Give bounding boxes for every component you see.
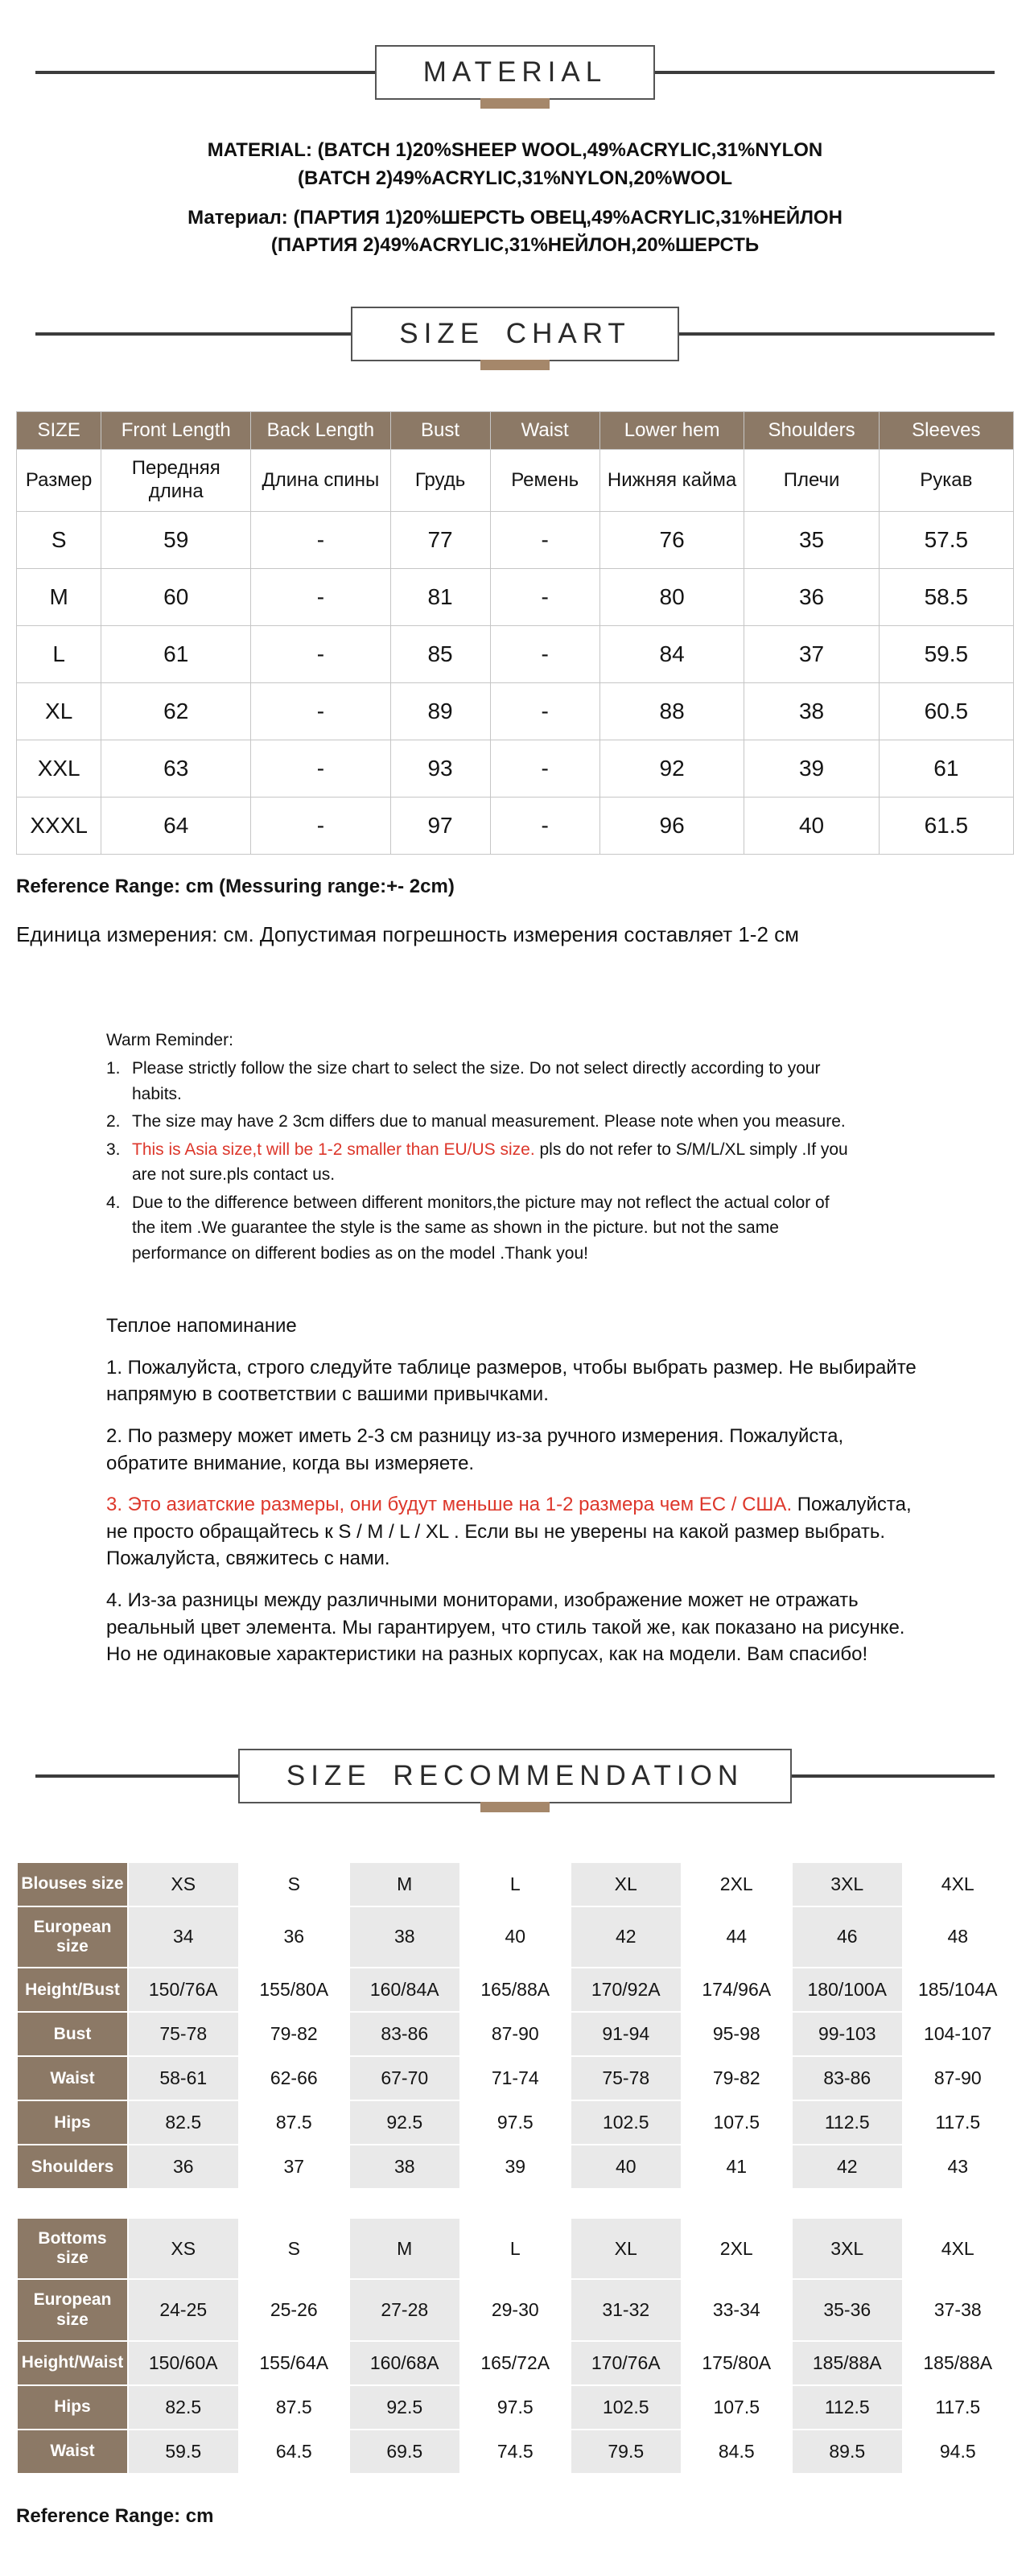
recommendation-title-text: SIZE RECOMMENDATION [286, 1759, 744, 1791]
size-chart-col-header: Back Length [251, 412, 390, 450]
size-chart-col-header-ru: Плечи [744, 450, 879, 512]
size-chart-header-row [17, 412, 1014, 450]
recommendation-row-header: Bottoms size [17, 2218, 128, 2279]
recommendation-cell: 64.5 [239, 2430, 350, 2474]
reminder-ru-normal-text: 1. Пожалуйста, строго следуйте таблице размеров, чтобы выбрать размер. Не выбирайте напрямую в соответствии с вашими привычками. [106, 1356, 917, 1406]
recommendation-row [17, 1862, 1013, 1906]
recommendation-row-header: Waist [17, 2430, 128, 2474]
recommendation-cell: 4XL [903, 2218, 1014, 2279]
size-chart-value-cell: 37 [744, 625, 879, 682]
recommendation-cell: 117.5 [903, 2100, 1014, 2145]
reminder-ru-normal-text: 4. Из-за разницы между различными мониторами, изображение может не отражать реальный цвет элемента. Мы гарантируем, что стиль такой же, как показано на рисунке. Но не одинаковые характеристики на разных корпусах, как на модели. Вам спасибо! [106, 1589, 905, 1666]
size-chart-header-row-ru [17, 450, 1014, 512]
recommendation-cell: 79-82 [239, 2012, 350, 2056]
reminder-item-number: 4. [106, 1193, 121, 1212]
reminder-item-normal-text: The size may have 2 3cm differs due to manual measurement. Please note when you measure. [132, 1112, 846, 1131]
size-chart-col-header: Shoulders [744, 412, 879, 450]
recommendation-cell: 43 [903, 2145, 1014, 2189]
recommendation-cell: 35-36 [792, 2279, 903, 2340]
reminder-item-text [132, 1056, 855, 1107]
recommendation-cell: 46 [792, 1906, 903, 1968]
recommendation-cell: 87.5 [239, 2385, 350, 2430]
reminder-item-text [132, 1190, 855, 1267]
size-chart-value-cell: 62 [101, 682, 251, 740]
recommendation-cell: 150/76A [128, 1968, 239, 2012]
size-chart-value-cell: 40 [744, 797, 879, 854]
size-chart-size-cell: L [17, 625, 101, 682]
size-chart-size-cell: XXXL [17, 797, 101, 854]
size-chart-value-cell: 61.5 [879, 797, 1013, 854]
size-chart-col-header-ru: Передняя длина [101, 450, 251, 512]
recommendation-cell: 165/72A [460, 2341, 571, 2385]
size-chart-section-title [35, 307, 995, 361]
recommendation-row [17, 2218, 1013, 2279]
reminder-item-normal-text: Please strictly follow the size chart to select the size. Do not select directly according to your habits. [132, 1059, 821, 1103]
recommendation-cell: 39 [460, 2145, 571, 2189]
recommendation-cell: XS [128, 2218, 239, 2279]
recommendation-cell: 175/80A [682, 2341, 793, 2385]
recommendation-cell: 89.5 [792, 2430, 903, 2474]
size-chart-value-cell: 77 [390, 511, 490, 568]
recommendation-section-title [35, 1749, 995, 1803]
size-chart-size-cell: S [17, 511, 101, 568]
recommendation-cell: 37-38 [903, 2279, 1014, 2340]
recommendation-title-box [238, 1749, 792, 1803]
recommendation-cell: 82.5 [128, 2100, 239, 2145]
recommendation-cell: 29-30 [460, 2279, 571, 2340]
recommendation-cell: M [349, 2218, 460, 2279]
size-chart-col-header-ru: Нижняя кайма [599, 450, 744, 512]
size-chart-value-cell: 81 [390, 568, 490, 625]
size-chart-value-cell: - [251, 625, 390, 682]
size-chart-value-cell: - [490, 625, 599, 682]
recommendation-row [17, 1968, 1013, 2012]
recommendation-row [17, 2279, 1013, 2340]
recommendation-cell: 82.5 [128, 2385, 239, 2430]
size-chart-value-cell: 35 [744, 511, 879, 568]
recommendation-row [17, 2012, 1013, 2056]
reminder-item-normal-text: Due to the difference between different monitors,the picture may not reflect the actual color of the item .We guarantee the style is the same as shown in the picture. but not the same performance on different bodies as on the model .Thank you! [132, 1193, 830, 1263]
recommendation-cell: 3XL [792, 1862, 903, 1906]
recommendation-cell: 2XL [682, 1862, 793, 1906]
recommendation-cell: 185/104A [903, 1968, 1014, 2012]
reminder-item [106, 1109, 855, 1135]
size-chart-col-header: Bust [390, 412, 490, 450]
recommendation-cell: 83-86 [349, 2012, 460, 2056]
recommendation-row-header: European size [17, 1906, 128, 1968]
recommendation-row-header: Height/Waist [17, 2341, 128, 2385]
size-chart-value-cell: 59.5 [879, 625, 1013, 682]
recommendation-row [17, 2056, 1013, 2100]
title-rule-right [792, 1774, 995, 1778]
recommendation-cell: 150/60A [128, 2341, 239, 2385]
recommendation-cell: 38 [349, 2145, 460, 2189]
size-chart-row [17, 797, 1014, 854]
size-chart-value-cell: - [490, 797, 599, 854]
reminder-item [106, 1190, 855, 1267]
recommendation-cell: 112.5 [792, 2385, 903, 2430]
recommendation-cell: 79.5 [571, 2430, 682, 2474]
size-chart-row [17, 682, 1014, 740]
recommendation-cell: XL [571, 2218, 682, 2279]
size-chart-value-cell: 39 [744, 740, 879, 797]
size-chart-size-cell: XXL [17, 740, 101, 797]
material-title-box [375, 45, 655, 100]
size-chart-value-cell: 84 [599, 625, 744, 682]
recommendation-cell: 42 [792, 2145, 903, 2189]
size-chart-col-header-ru: Рукав [879, 450, 1013, 512]
recommendation-cell: 102.5 [571, 2385, 682, 2430]
size-chart-value-cell: - [251, 682, 390, 740]
title-rule-right [655, 71, 995, 74]
recommendation-cell: XS [128, 1862, 239, 1906]
warm-reminder-en [106, 1028, 855, 1267]
size-chart-row [17, 740, 1014, 797]
material-line-en-1: MATERIAL: (BATCH 1)20%SHEEP WOOL,49%ACRYLIC,31%NYLON [207, 139, 823, 161]
size-chart-value-cell: 38 [744, 682, 879, 740]
size-chart-col-header-ru: Грудь [390, 450, 490, 512]
recommendation-table-blouses-body [17, 1862, 1013, 2189]
size-chart-reference-ru: Единица измерения: см. Допустимая погрешность измерения составляет 1-2 см [16, 921, 800, 946]
recommendation-cell: 170/76A [571, 2341, 682, 2385]
size-chart-col-header-ru: Размер [17, 450, 101, 512]
reminder-ru-item [106, 1491, 927, 1572]
material-composition [0, 137, 1030, 260]
recommendation-cell: 40 [571, 2145, 682, 2189]
recommendation-row [17, 2145, 1013, 2189]
recommendation-cell: 155/80A [239, 1968, 350, 2012]
size-chart-row [17, 625, 1014, 682]
recommendation-cell: 48 [903, 1906, 1014, 1968]
recommendation-cell: 24-25 [128, 2279, 239, 2340]
recommendation-row-header: European size [17, 2279, 128, 2340]
size-chart-value-cell: - [251, 797, 390, 854]
size-chart-row [17, 511, 1014, 568]
reminder-ru-item [106, 1587, 927, 1668]
size-chart-value-cell: 85 [390, 625, 490, 682]
size-chart-size-cell: M [17, 568, 101, 625]
warm-reminder-title: Warm Reminder: [106, 1030, 233, 1049]
size-chart-value-cell: 97 [390, 797, 490, 854]
recommendation-cell: XL [571, 1862, 682, 1906]
recommendation-cell: 2XL [682, 2218, 793, 2279]
recommendation-cell: 87-90 [903, 2056, 1014, 2100]
recommendation-cell: 37 [239, 2145, 350, 2189]
recommendation-cell: 3XL [792, 2218, 903, 2279]
recommendation-cell: 117.5 [903, 2385, 1014, 2430]
recommendation-cell: 36 [239, 1906, 350, 1968]
size-chart-value-cell: 60 [101, 568, 251, 625]
size-chart-value-cell: - [251, 511, 390, 568]
size-chart-value-cell: 57.5 [879, 511, 1013, 568]
reminder-item-number: 1. [106, 1059, 121, 1078]
recommendation-row [17, 2385, 1013, 2430]
size-chart-value-cell: 64 [101, 797, 251, 854]
material-line-ru-1: Материал: (ПАРТИЯ 1)20%ШЕРСТЬ ОВЕЦ,49%ACRYLIC,31%НЕЙЛОН [187, 206, 843, 229]
recommendation-cell: 69.5 [349, 2430, 460, 2474]
title-ribbon [480, 98, 550, 109]
recommendation-row [17, 1906, 1013, 1968]
recommendation-cell: 104-107 [903, 2012, 1014, 2056]
recommendation-cell: 185/88A [903, 2341, 1014, 2385]
recommendation-cell: 58-61 [128, 2056, 239, 2100]
recommendation-cell: 92.5 [349, 2385, 460, 2430]
size-chart-value-cell: 58.5 [879, 568, 1013, 625]
recommendation-cell: 59.5 [128, 2430, 239, 2474]
recommendation-cell: 36 [128, 2145, 239, 2189]
recommendation-cell: 74.5 [460, 2430, 571, 2474]
size-chart-value-cell: 89 [390, 682, 490, 740]
reminder-item-text [132, 1137, 855, 1188]
size-chart-value-cell: 59 [101, 511, 251, 568]
reminder-item-red-text: This is Asia size,t will be 1-2 smaller than EU/US size. [132, 1140, 535, 1159]
recommendation-cell: 41 [682, 2145, 793, 2189]
recommendation-cell: 71-74 [460, 2056, 571, 2100]
size-chart-value-cell: - [251, 740, 390, 797]
warm-reminder-ru [106, 1313, 927, 1668]
recommendation-cell: 97.5 [460, 2385, 571, 2430]
size-chart-col-header: Sleeves [879, 412, 1013, 450]
recommendation-row-header: Blouses size [17, 1862, 128, 1906]
size-chart-value-cell: - [490, 682, 599, 740]
size-chart-value-cell: 76 [599, 511, 744, 568]
size-chart-value-cell: 61 [101, 625, 251, 682]
size-chart-value-cell: 36 [744, 568, 879, 625]
recommendation-cell: 34 [128, 1906, 239, 1968]
size-chart-size-cell: XL [17, 682, 101, 740]
size-chart-value-cell: - [490, 568, 599, 625]
recommendation-cell: 44 [682, 1906, 793, 1968]
size-chart-value-cell: 88 [599, 682, 744, 740]
recommendation-cell: 75-78 [571, 2056, 682, 2100]
size-chart-col-header: Lower hem [599, 412, 744, 450]
recommendation-cell: 92.5 [349, 2100, 460, 2145]
recommendation-cell: 91-94 [571, 2012, 682, 2056]
size-chart-col-header: Front Length [101, 412, 251, 450]
recommendation-cell: 62-66 [239, 2056, 350, 2100]
recommendation-cell: 107.5 [682, 2100, 793, 2145]
title-ribbon [480, 360, 550, 370]
material-ru-group [0, 204, 1030, 261]
reminder-ru-normal-text: 2. По размеру может иметь 2-3 см разницу из-за ручного измерения. Пожалуйста, обратите внимание, когда вы измеряете. [106, 1425, 844, 1474]
recommendation-cell: M [349, 1862, 460, 1906]
size-chart-row [17, 568, 1014, 625]
recommendation-row-header: Hips [17, 2385, 128, 2430]
size-chart-value-cell: 92 [599, 740, 744, 797]
recommendation-cell: 97.5 [460, 2100, 571, 2145]
recommendation-cell: L [460, 2218, 571, 2279]
reminder-item [106, 1056, 855, 1107]
warm-reminder-ru-title: Теплое напоминание [106, 1315, 297, 1337]
recommendation-cell: 170/92A [571, 1968, 682, 2012]
size-chart-value-cell: - [490, 511, 599, 568]
recommendation-cell: 180/100A [792, 1968, 903, 2012]
size-chart-col-header-ru: Длина спины [251, 450, 390, 512]
size-chart-value-cell: 61 [879, 740, 1013, 797]
recommendation-cell: 102.5 [571, 2100, 682, 2145]
size-chart-title-box [351, 307, 678, 361]
material-title-text: MATERIAL [422, 56, 608, 88]
size-chart-col-header: SIZE [17, 412, 101, 450]
recommendation-cell: S [239, 2218, 350, 2279]
recommendation-cell: 160/84A [349, 1968, 460, 2012]
recommendation-row [17, 2430, 1013, 2474]
recommendation-cell: 99-103 [792, 2012, 903, 2056]
size-chart-value-cell: 93 [390, 740, 490, 797]
material-line-ru-2: (ПАРТИЯ 2)49%ACRYLIC,31%НЕЙЛОН,20%ШЕРСТЬ [270, 234, 760, 257]
recommendation-row [17, 2341, 1013, 2385]
recommendation-cell: 75-78 [128, 2012, 239, 2056]
recommendation-cell: 155/64A [239, 2341, 350, 2385]
recommendation-row-header: Hips [17, 2100, 128, 2145]
recommendation-reference: Reference Range: cm [16, 2504, 214, 2527]
recommendation-row-header: Shoulders [17, 2145, 128, 2189]
title-rule-left [35, 1774, 238, 1778]
title-rule-left [35, 71, 375, 74]
title-rule-right [679, 332, 995, 336]
recommendation-cell: 87.5 [239, 2100, 350, 2145]
recommendation-cell: 160/68A [349, 2341, 460, 2385]
recommendation-cell: 79-82 [682, 2056, 793, 2100]
recommendation-cell: 25-26 [239, 2279, 350, 2340]
recommendation-cell: 27-28 [349, 2279, 460, 2340]
size-chart-title-text: SIZE CHART [399, 318, 631, 350]
recommendation-cell: 185/88A [792, 2341, 903, 2385]
size-chart-reference-en: Reference Range: cm (Messuring range:+- 2cm) [16, 875, 455, 897]
size-chart-col-header-ru: Ремень [490, 450, 599, 512]
recommendation-cell: 174/96A [682, 1968, 793, 2012]
reminder-ru-item [106, 1354, 927, 1408]
title-rule-left [35, 332, 351, 336]
reminder-ru-normal-text: Пожалуйста, не просто обращайтесь к S / M / L / XL . Если вы не уверены на какой размер выбрать. Пожалуйста, свяжитесь с нами. [106, 1494, 912, 1570]
recommendation-cell: 67-70 [349, 2056, 460, 2100]
recommendation-cell: 87-90 [460, 2012, 571, 2056]
reminder-item-normal-text: pls do not refer to S/M/L/XL simply .If you are not sure.pls contact us. [132, 1140, 848, 1185]
size-chart-value-cell: 96 [599, 797, 744, 854]
recommendation-cell: 84.5 [682, 2430, 793, 2474]
recommendation-cell: 165/88A [460, 1968, 571, 2012]
reminder-item-number: 3. [106, 1140, 121, 1159]
recommendation-cell: 40 [460, 1906, 571, 1968]
recommendation-cell: 33-34 [682, 2279, 793, 2340]
reminder-item [106, 1137, 855, 1188]
recommendation-cell: 112.5 [792, 2100, 903, 2145]
recommendation-table-blouses [16, 1861, 1014, 2190]
material-section-title [35, 45, 995, 100]
size-chart-value-cell: 63 [101, 740, 251, 797]
recommendation-table-bottoms-body [17, 2218, 1013, 2474]
material-line-en-2: (BATCH 2)49%ACRYLIC,31%NYLON,20%WOOL [297, 167, 733, 189]
reminder-ru-red-text: 3. Это азиатские размеры, они будут меньше на 1-2 размера чем ЕС / США. [106, 1494, 793, 1516]
recommendation-row-header: Waist [17, 2056, 128, 2100]
recommendation-cell: 95-98 [682, 2012, 793, 2056]
recommendation-cell: S [239, 1862, 350, 1906]
size-chart-value-cell: 80 [599, 568, 744, 625]
size-chart-value-cell: 60.5 [879, 682, 1013, 740]
size-chart-col-header: Waist [490, 412, 599, 450]
recommendation-cell: L [460, 1862, 571, 1906]
size-chart-value-cell: - [490, 740, 599, 797]
warm-reminder-items [106, 1056, 855, 1266]
size-chart-value-cell: - [251, 568, 390, 625]
recommendation-cell: 38 [349, 1906, 460, 1968]
recommendation-cell: 107.5 [682, 2385, 793, 2430]
recommendation-cell: 31-32 [571, 2279, 682, 2340]
recommendation-row-header: Height/Bust [17, 1968, 128, 2012]
size-chart-body [17, 412, 1014, 855]
material-en-group [0, 137, 1030, 193]
recommendation-cell: 94.5 [903, 2430, 1014, 2474]
recommendation-table-bottoms [16, 2217, 1014, 2475]
recommendation-cell: 83-86 [792, 2056, 903, 2100]
reminder-item-number: 2. [106, 1112, 121, 1131]
reminder-item-text [132, 1109, 855, 1135]
title-ribbon [480, 1802, 550, 1812]
recommendation-row [17, 2100, 1013, 2145]
size-chart-table [16, 411, 1014, 855]
warm-reminder-ru-items [106, 1354, 927, 1668]
reminder-ru-item [106, 1423, 927, 1477]
recommendation-row-header: Bust [17, 2012, 128, 2056]
recommendation-cell: 4XL [903, 1862, 1014, 1906]
recommendation-cell: 42 [571, 1906, 682, 1968]
